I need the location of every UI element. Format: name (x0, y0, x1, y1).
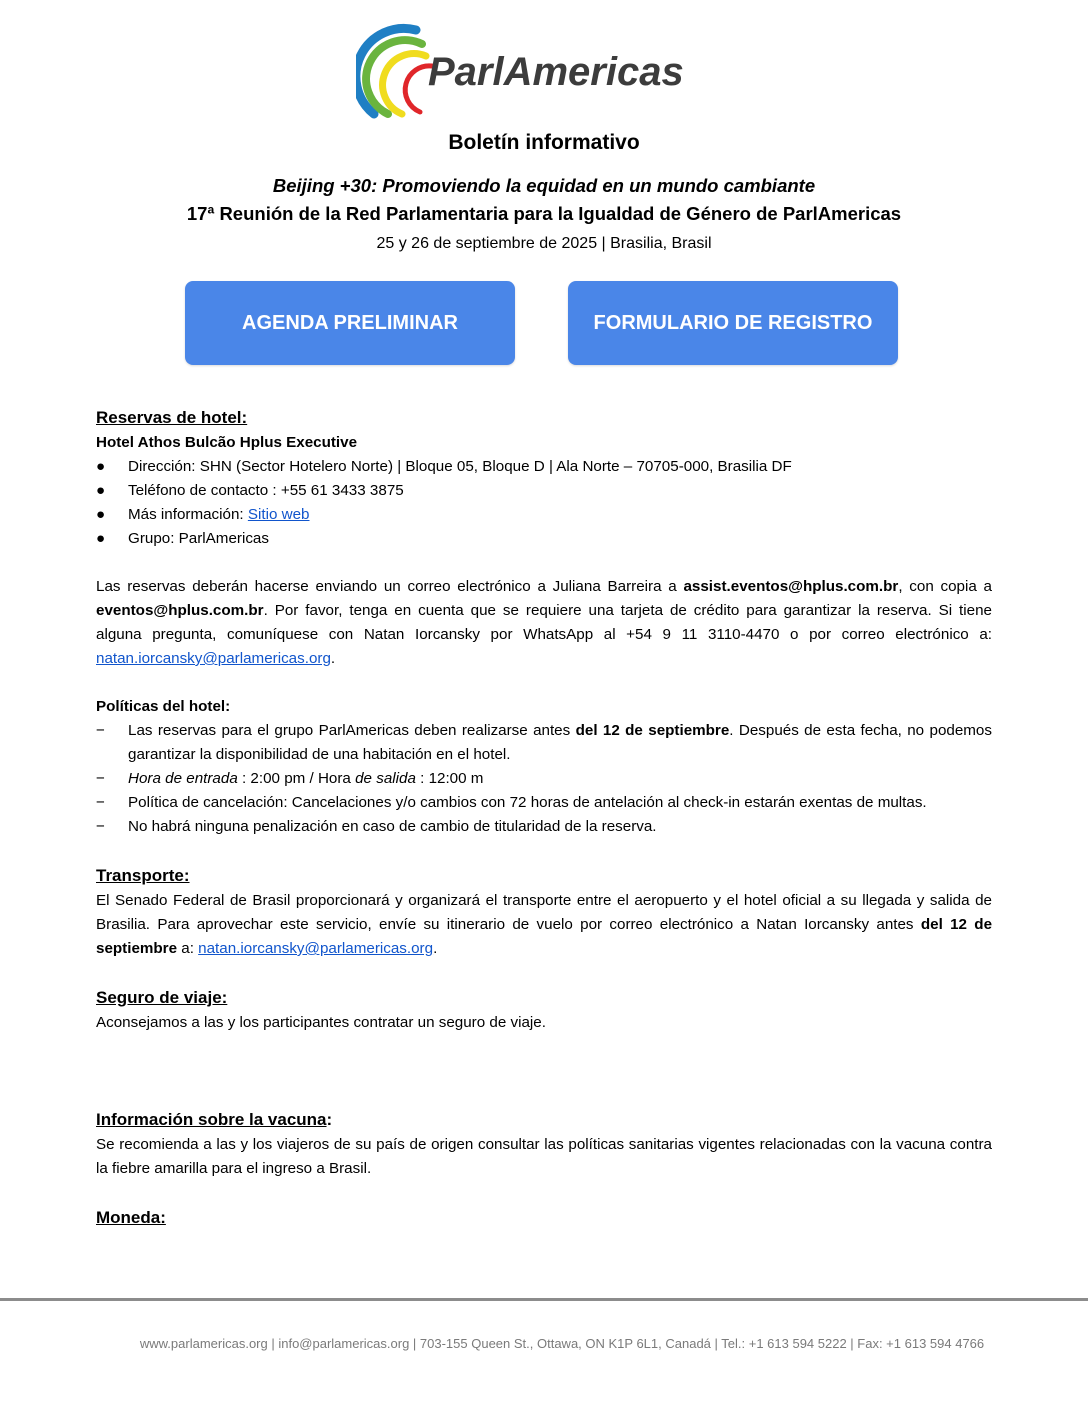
hotel-info-list (96, 455, 992, 551)
transport-heading: Transporte: (96, 866, 190, 885)
policies-list (96, 719, 992, 839)
text: : 12:00 m (415, 770, 484, 787)
hotel-events-email: eventos@hplus.com.br (96, 602, 264, 619)
list-item (96, 791, 992, 815)
dash-icon: − (96, 722, 105, 739)
list-item (96, 767, 992, 791)
registration-form-button[interactable]: FORMULARIO DE REGISTRO (568, 281, 898, 365)
event-theme: Beijing +30: Promoviendo la equidad en un mundo cambiante (272, 175, 816, 196)
cancellation-policy: Política de cancelación: Cancelaciones y/o cambios con 72 horas de antelación al check-in estarán exentas de multas. (128, 794, 927, 811)
transport-email-link[interactable]: natan.iorcansky@parlamericas.org (198, 940, 434, 957)
contact-email-link[interactable]: natan.iorcansky@parlamericas.org (96, 650, 331, 667)
list-item (96, 455, 992, 479)
logo-text: ParlAmericas (428, 50, 684, 94)
event-date-location: 25 y 26 de septiembre de 2025 | Brasilia, Brasil (376, 235, 712, 252)
hotel-group: Grupo: ParlAmericas (128, 530, 269, 547)
dash-icon: − (96, 794, 105, 811)
transport-paragraph (96, 889, 992, 961)
text: . (433, 940, 438, 957)
deadline: del 12 de septiembre (575, 722, 730, 739)
footer-contact: www.parlamericas.org | info@parlamericas.org | 703-155 Queen St., Ottawa, ON K1P 6L1, Canadá | Tel.: +1 613 594 5222 | Fax: +1 613 594 4766 (139, 1336, 985, 1351)
bullet-icon: ● (96, 482, 106, 499)
bullet-icon: ● (96, 530, 106, 547)
hotel-heading: Reservas de hotel: (96, 408, 248, 427)
website-link[interactable]: Sitio web (247, 506, 310, 523)
more-info-label: Más información: (128, 506, 248, 523)
checkout-label: de salida (355, 770, 416, 787)
dash-icon: − (96, 770, 105, 787)
list-item (96, 479, 992, 503)
hotel-address: Dirección: SHN (Sector Hotelero Norte) | Bloque 05, Bloque D | Ala Norte – 70705-000, Brasilia DF (128, 458, 792, 475)
text: Las reservas deberán hacerse enviando un correo electrónico a Juliana Barreira a (96, 578, 684, 595)
vaccine-heading (96, 1107, 992, 1133)
vaccine-paragraph: Se recomienda a las y los viajeros de su país de origen consultar las políticas sanitarias vigentes relacionadas con la vacuna contra la fiebre amarilla para el ingreso a Brasil. (96, 1136, 992, 1177)
transfer-policy: No habrá ninguna penalización en caso de cambio de titularidad de la reserva. (128, 818, 657, 835)
list-item (96, 815, 992, 839)
text: a: (177, 940, 199, 957)
vaccine-heading-text: Información sobre la vacuna (96, 1110, 327, 1129)
text: : 2:00 pm / Hora (237, 770, 356, 787)
hotel-phone: Teléfono de contacto : +55 61 3433 3875 (128, 482, 404, 499)
event-name: 17ª Reunión de la Red Parlamentaria para la Igualdad de Género de ParlAmericas (186, 203, 902, 224)
insurance-heading: Seguro de viaje: (96, 988, 228, 1007)
currency-heading: Moneda: (96, 1208, 166, 1227)
text: Las reservas para el grupo ParlAmericas deben realizarse antes (128, 722, 576, 739)
parlamericas-logo (356, 22, 716, 122)
text: . Por favor, tenga en cuenta que se requiere una tarjeta de crédito para garantizar la reserva. Si tiene alguna pregunta, comuníquese con Natan Iorcansky por WhatsApp al +54 9 11 3110-4470 o por correo electrónico a: (96, 602, 992, 643)
text: . (330, 650, 336, 667)
list-item (96, 527, 992, 551)
reservation-paragraph (96, 575, 992, 671)
dash-icon: − (96, 818, 105, 835)
text: . Después de esta fecha, no podemos garantizar la disponibilidad de una habitación en el hotel. (128, 722, 992, 763)
footer-divider (0, 1298, 1088, 1301)
policies-heading: Políticas del hotel: (96, 698, 231, 715)
hotel-assist-email: assist.eventos@hplus.com.br (683, 578, 899, 595)
text: El Senado Federal de Brasil proporcionará y organizará el transporte entre el aeropuerto y el hotel oficial a su llegada y salida de Brasilia. Para aprovechar este servicio, envíe su itinerario de vuelo por correo electrónico a Natan Iorcansky antes (96, 892, 992, 933)
text: , con copia a (898, 578, 992, 595)
insurance-paragraph: Aconsejamos a las y los participantes contratar un seguro de viaje. (96, 1014, 546, 1031)
list-item (96, 503, 992, 527)
agenda-button[interactable]: AGENDA PRELIMINAR (185, 281, 515, 365)
bullet-icon: ● (96, 458, 106, 475)
checkin-label: Hora de entrada (128, 770, 238, 787)
bullet-icon: ● (96, 506, 106, 523)
document-body (96, 405, 992, 1231)
list-item (96, 719, 992, 767)
hotel-name: Hotel Athos Bulcão Hplus Executive (96, 434, 358, 451)
page-title: Boletín informativo (448, 131, 640, 154)
deadline: del 12 de septiembre (96, 916, 993, 957)
text: : (326, 1110, 333, 1129)
